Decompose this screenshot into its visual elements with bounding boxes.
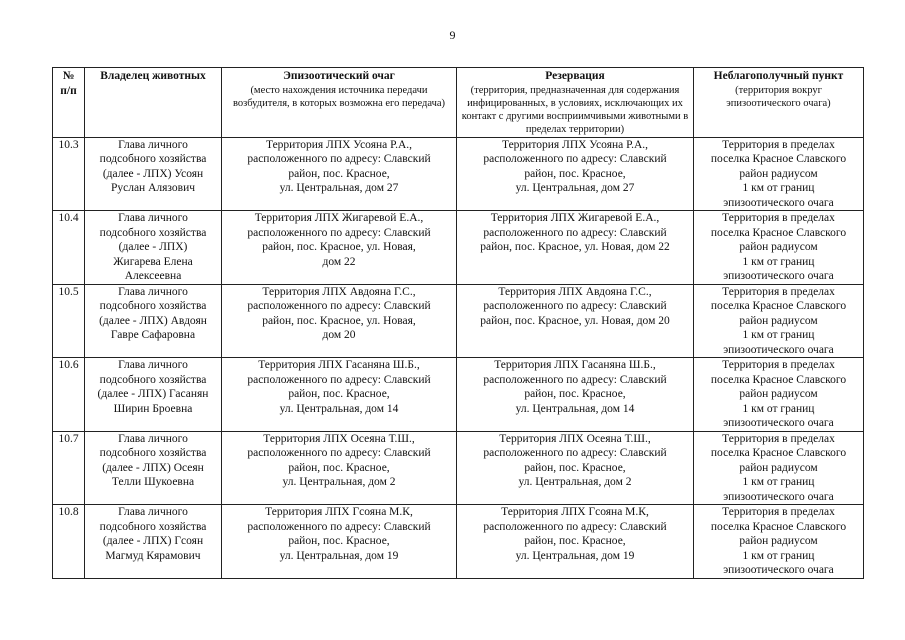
table-row [53, 505, 864, 579]
row-focus [222, 505, 457, 579]
owner-text: Глава личного подсобного хозяйства (далее - ЛПХ) Авдоян Гавре Сафаровна [99, 285, 207, 341]
reserve-text: Территория ЛПХ Гасаняна Ш.Б., расположенного по адресу: Славский район, пос. Красное, ул. Центральная, дом 14 [483, 359, 667, 415]
row-point [694, 284, 864, 358]
owner-text: Глава личного подсобного хозяйства (далее - ЛПХ) Гсоян Магмуд Кярамович [99, 506, 207, 562]
row-point [694, 505, 864, 579]
focus-text: Территория ЛПХ Гасаняна Ш.Б., расположенного по адресу: Славский район, пос. Красное, ул. Центральная, дом 14 [247, 359, 431, 415]
header-num-label: № п/п [60, 70, 77, 97]
row-focus [222, 284, 457, 358]
header-point-title: Неблагополучный пункт [713, 70, 844, 82]
point-text: Территория в пределах поселка Красное Славского район радиусом 1 км от границ эпизоотического очага [710, 138, 847, 209]
reserve-text: Территория ЛПХ Гсояна М.К, расположенного по адресу: Славский район, пос. Красное, ул. Центральная, дом 19 [483, 506, 667, 562]
header-focus-subtitle: (место нахождения источника передачи возбудителя, в которых возможна его передача) [232, 84, 446, 109]
header-reserve-subtitle: (территория, предназначенная для содержания инфицированных, в условиях, исключающих их контакт с другими восприимчивыми животными в пределах территории) [461, 84, 689, 135]
row-num: 10.4 [53, 211, 85, 285]
header-reserve [457, 68, 694, 138]
row-point [694, 431, 864, 505]
point-text: Территория в пределах поселка Красное Славского район радиусом 1 км от границ эпизоотического очага [710, 212, 847, 282]
reserve-text: Территория ЛПХ Осеяна Т.Ш., расположенного по адресу: Славский район, пос. Красное, ул. Центральная, дом 2 [483, 432, 667, 488]
quarantine-table [52, 67, 864, 579]
row-num: 10.3 [53, 137, 85, 211]
header-owner-label: Владелец животных [100, 70, 206, 82]
point-text: Территория в пределах поселка Красное Славского район радиусом 1 км от границ эпизоотического очага [710, 432, 847, 503]
point-text: Территория в пределах поселка Красное Славского район радиусом 1 км от границ эпизоотического очага [710, 285, 847, 356]
row-owner [85, 137, 222, 211]
table-row [53, 358, 864, 432]
point-text: Территория в пределах поселка Красное Славского район радиусом 1 км от границ эпизоотического очага [710, 506, 847, 576]
owner-text: Глава личного подсобного хозяйства (далее - ЛПХ) Осеян Телли Шукоевна [99, 432, 207, 488]
row-focus [222, 431, 457, 505]
header-focus [222, 68, 457, 138]
row-owner [85, 431, 222, 505]
row-num: 10.8 [53, 505, 85, 579]
header-num [53, 68, 85, 138]
row-reserve [457, 137, 694, 211]
row-point [694, 137, 864, 211]
focus-text: Территория ЛПХ Авдояна Г.С., расположенного по адресу: Славский район, пос. Красное, ул. Новая, дом 20 [247, 285, 431, 341]
row-num: 10.6 [53, 358, 85, 432]
row-reserve [457, 284, 694, 358]
row-reserve [457, 211, 694, 285]
table-row [53, 211, 864, 285]
focus-text: Территория ЛПХ Жигаревой Е.А., расположенного по адресу: Славский район, пос. Красное, ул. Новая, дом 22 [247, 212, 431, 268]
row-owner [85, 211, 222, 285]
focus-text: Территория ЛПХ Осеяна Т.Ш., расположенного по адресу: Славский район, пос. Красное, ул. Центральная, дом 2 [247, 432, 431, 488]
row-owner [85, 505, 222, 579]
page-number: 9 [449, 28, 456, 42]
row-owner [85, 358, 222, 432]
row-focus [222, 358, 457, 432]
row-owner [85, 284, 222, 358]
owner-text: Глава личного подсобного хозяйства (далее - ЛПХ) Гасанян Ширин Броевна [97, 359, 209, 415]
table-header-row [53, 68, 864, 138]
table-row [53, 431, 864, 505]
row-reserve [457, 505, 694, 579]
header-point [694, 68, 864, 138]
owner-text: Глава личного подсобного хозяйства (далее - ЛПХ) Усоян Руслан Алязович [99, 138, 207, 194]
focus-text: Территория ЛПХ Усояна Р.А., расположенного по адресу: Славский район, пос. Красное, ул. Центральная, дом 27 [247, 138, 431, 194]
row-focus [222, 211, 457, 285]
focus-text: Территория ЛПХ Гсояна М.К, расположенного по адресу: Славский район, пос. Красное, ул. Центральная, дом 19 [247, 506, 431, 562]
table-row [53, 284, 864, 358]
owner-text: Глава личного подсобного хозяйства (далее - ЛПХ) Жигарева Елена Алексеевна [99, 212, 207, 282]
header-focus-title: Эпизоотический очаг [283, 70, 395, 82]
row-reserve [457, 358, 694, 432]
point-text: Территория в пределах поселка Красное Славского район радиусом 1 км от границ эпизоотического очага [710, 359, 847, 429]
header-point-subtitle: (территория вокруг эпизоотического очага) [726, 84, 831, 109]
row-point [694, 358, 864, 432]
reserve-text: Территория ЛПХ Жигаревой Е.А., расположенного по адресу: Славский район, пос. Красное, ул. Новая, дом 22 [480, 212, 670, 253]
header-reserve-title: Резервация [545, 70, 605, 82]
reserve-text: Территория ЛПХ Усояна Р.А., расположенного по адресу: Славский район, пос. Красное, ул. Центральная, дом 27 [483, 138, 667, 194]
reserve-text: Территория ЛПХ Авдояна Г.С., расположенного по адресу: Славский район, пос. Красное, ул. Новая, дом 20 [480, 285, 670, 327]
table-row [53, 137, 864, 211]
row-num: 10.5 [53, 284, 85, 358]
header-owner [85, 68, 222, 138]
row-point [694, 211, 864, 285]
row-num: 10.7 [53, 431, 85, 505]
row-reserve [457, 431, 694, 505]
row-focus [222, 137, 457, 211]
